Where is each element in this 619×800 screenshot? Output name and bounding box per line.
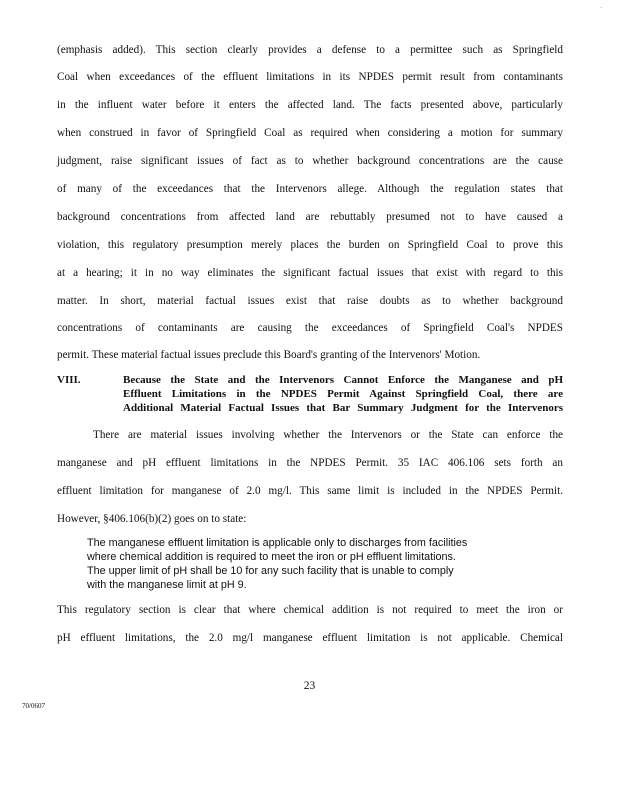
corner-mark: · <box>600 4 603 12</box>
body-line: effluent limitation for manganese of 2.0 mg/l. This same limit is included in the NPDES Permit. <box>57 485 563 497</box>
body-line: permit. These material factual issues preclude this Board's granting of the Intervenors' Motion. <box>57 349 481 361</box>
quote-line: with the manganese limit at pH 9. <box>87 579 247 591</box>
body-line: background concentrations from affected land are rebuttably presumed not to have caused a <box>57 211 563 223</box>
footer-code: 70/0607 <box>22 702 45 710</box>
section-heading-line: Effluent Limitations in the NPDES Permit Against Springfield Coal, there are <box>123 388 563 400</box>
body-line: Coal when exceedances of the effluent limitations in its NPDES permit result from contaminants <box>57 71 563 83</box>
body-line: in the influent water before it enters the affected land. The facts presented above, particularly <box>57 99 563 111</box>
section-heading-line: Because the State and the Intervenors Cannot Enforce the Manganese and pH <box>123 374 563 386</box>
body-line: judgment, raise significant issues of fact as to whether background concentrations are the cause <box>57 155 563 167</box>
body-line: This regulatory section is clear that where chemical addition is not required to meet the iron or <box>57 604 563 616</box>
section-heading <box>57 375 563 417</box>
quote-line: The upper limit of pH shall be 10 for any such facility that is unable to comply <box>87 565 454 577</box>
body-line: when construed in favor of Springfield Coal as required when considering a motion for summary <box>57 127 563 139</box>
body-line: at a hearing; it in no way eliminates the significant factual issues that exist with regard to this <box>57 267 563 279</box>
body-line: violation, this regulatory presumption merely places the burden on Springfield Coal to prove this <box>57 239 563 251</box>
quote-line: where chemical addition is required to meet the iron or pH effluent limitations. <box>87 551 456 563</box>
page-number: 23 <box>303 680 316 692</box>
body-line: manganese and pH effluent limitations in the NPDES Permit. 35 IAC 406.106 sets forth an <box>57 457 563 469</box>
body-line: (emphasis added). This section clearly provides a defense to a permittee such as Springfield <box>57 44 563 56</box>
quote-line: The manganese effluent limitation is applicable only to discharges from facilities <box>87 537 468 549</box>
body-line: pH effluent limitations, the 2.0 mg/l manganese effluent limitation is not applicable. Chemical <box>57 632 563 644</box>
body-line: matter. In short, material factual issues exist that raise doubts as to whether background <box>57 295 563 307</box>
body-line: of many of the exceedances that the Intervenors allege. Although the regulation states that <box>57 183 563 195</box>
body-line: However, §406.106(b)(2) goes on to state: <box>57 513 247 525</box>
section-number: VIII. <box>57 374 81 386</box>
section-heading-line: Additional Material Factual Issues that Bar Summary Judgment for the Intervenors <box>123 402 563 414</box>
body-line: concentrations of contaminants are causing the exceedances of Springfield Coal's NPDES <box>57 322 563 334</box>
body-line: There are material issues involving whether the Intervenors or the State can enforce the <box>93 429 563 441</box>
